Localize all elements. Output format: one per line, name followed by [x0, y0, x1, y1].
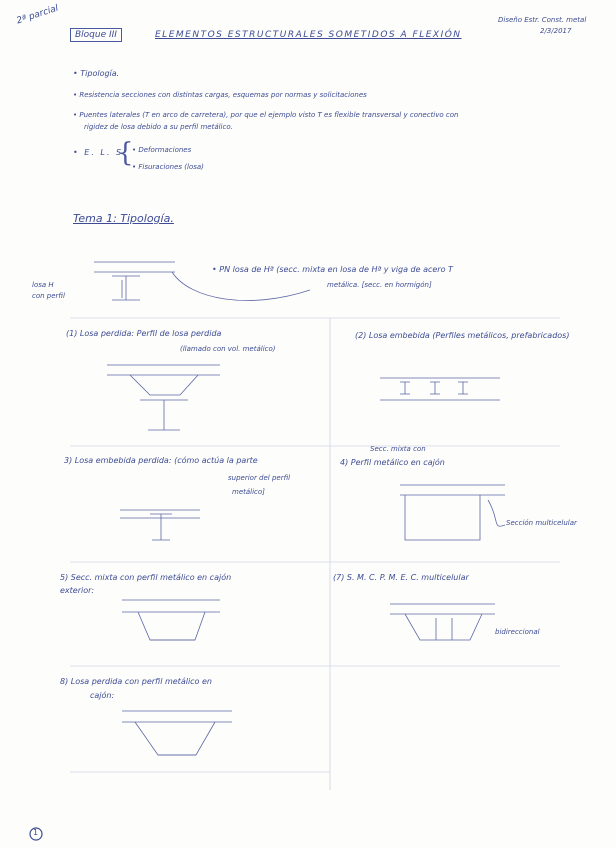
margin-date: 2ª parcial [15, 3, 60, 27]
side-label-2: con perfil [32, 292, 65, 300]
side-label-1: losa H [32, 281, 54, 289]
block-label: Bloque III [70, 28, 122, 42]
section-7-title-2: cajón: [90, 691, 115, 700]
els-label: • E. L. S. [73, 148, 128, 157]
author-line-2: 2/3/2017 [540, 27, 572, 35]
page-number: 1 [33, 828, 39, 837]
intro-bullet-3-line-1: • Puentes laterales (T en arco de carretera), por que el ejemplo visto T es flexible transversal y conectivo con [73, 111, 459, 119]
section-3-title: 3) Losa embebida perdida: (cómo actúa la parte [64, 456, 258, 465]
els-brace: { [117, 138, 134, 168]
section-3-sub-1: superior del perfil [228, 474, 291, 482]
figure-trapezoidal-box [122, 711, 232, 755]
els-item-1: • Deformaciones [132, 146, 192, 154]
author-line-1: Diseño Estr. Const. metal [498, 16, 587, 24]
els-item-2: • Fisuraciones (losa) [132, 163, 204, 171]
section0-text-2: metálica. [secc. en hormigón] [327, 281, 432, 289]
page-title: ELEMENTOS ESTRUCTURALES SOMETIDOS A FLEXIÓN [155, 30, 462, 40]
figure-embedded-lost-slab [120, 510, 200, 540]
section0-text-1: • PN losa de Hª (secc. mixta en losa de Hª y viga de acero T [212, 265, 453, 274]
section-5-title-2: exterior: [60, 586, 95, 595]
intro-bullet-3-line-2: rigidez de losa debido a su perfil metálico. [84, 123, 233, 131]
section-4-title: 4) Perfil metálico en cajón [340, 458, 445, 467]
section-6-title: (7) S. M. C. P. M. E. C. multicelular [333, 573, 469, 582]
figure-box-section [400, 485, 505, 540]
figure-embedded-slab [380, 378, 500, 400]
section-1-title: (1) Losa perdida: Perfil de losa perdida [66, 329, 222, 338]
section-2-title: (2) Losa embebida (Perfiles metálicos, prefabricados) [355, 331, 570, 340]
section-4-pretitle: Secc. mixta con [370, 445, 426, 453]
section-6-note: bidireccional [495, 628, 540, 636]
section-7-title-1: 8) Losa perdida con perfil metálico en [60, 677, 212, 686]
figure-multicellular [390, 604, 495, 640]
intro-bullet-2: • Resistencia secciones con distintas cargas, esquemas por normas y solicitaciones [73, 91, 367, 99]
tema-heading: Tema 1: Tipología. [73, 212, 174, 225]
section-5-title-1: 5) Secc. mixta con perfil metálico en cajón [60, 573, 232, 582]
figure-box-slab [122, 600, 220, 640]
section-1-subtitle: (llamado con vol. metálico) [180, 345, 276, 353]
section-3-sub-2: metálico] [232, 488, 265, 496]
section-4-note: Sección multicelular [506, 519, 577, 527]
intro-bullet-1: • Tipología. [73, 69, 120, 78]
figure-lost-slab [107, 365, 220, 430]
